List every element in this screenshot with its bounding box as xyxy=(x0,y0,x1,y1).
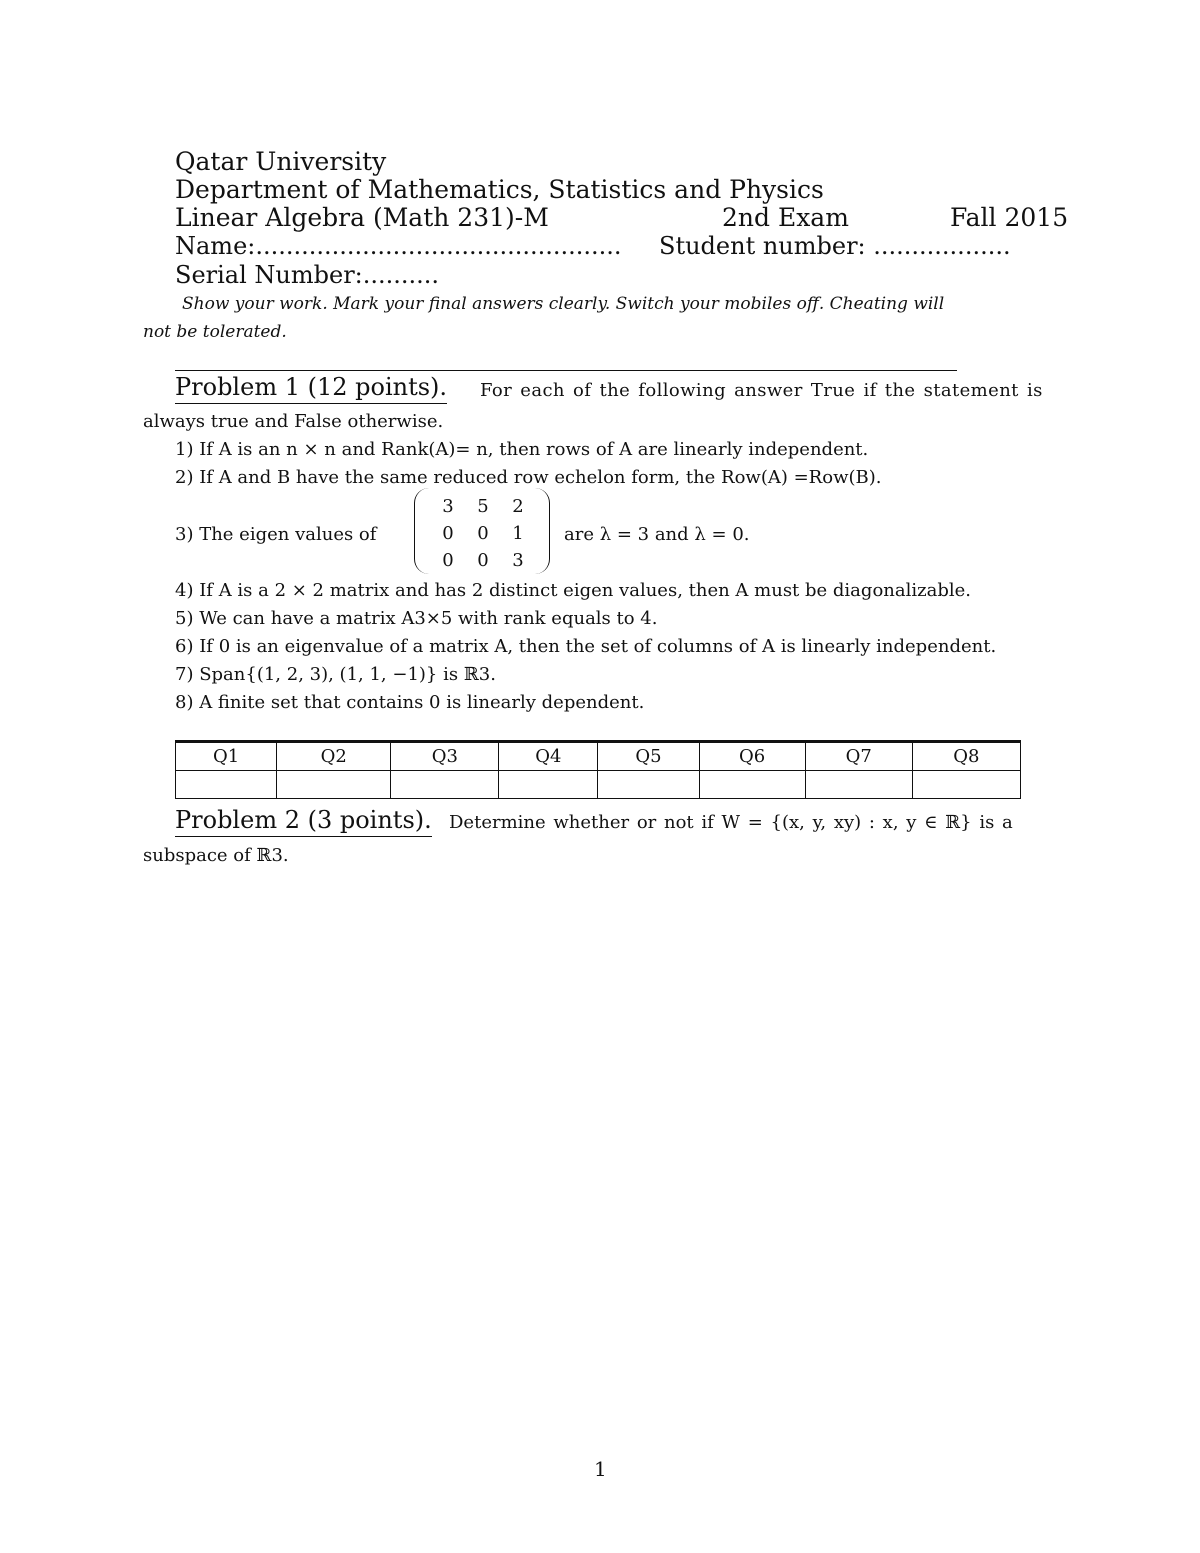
answer-cell[interactable] xyxy=(699,771,805,799)
matrix-left-paren xyxy=(414,488,429,574)
statement-4: 4) If A is a 2 × 2 matrix and has 2 distinct eigen values, then A must be diagonalizable. xyxy=(175,580,971,601)
answer-table xyxy=(175,740,1021,799)
exam-label: 2nd Exam xyxy=(722,203,849,232)
answer-cell[interactable] xyxy=(805,771,912,799)
matrix-cell: 1 xyxy=(512,523,524,544)
term-label: Fall 2015 xyxy=(950,203,1069,232)
statement-3: 3) The eigen values of xyxy=(175,524,377,545)
answer-header-cell: Q5 xyxy=(598,742,699,771)
serial-number-field: Serial Number:.......... xyxy=(175,261,440,289)
page-number: 1 xyxy=(594,1457,607,1481)
problem-1-title: Problem 1 (12 points). xyxy=(175,373,447,404)
instructions-line-2: not be tolerated. xyxy=(143,322,287,342)
answer-table-header-row xyxy=(176,742,1021,771)
statement-2: 2) If A and B have the same reduced row echelon form, the Row(A) =Row(B). xyxy=(175,467,882,488)
university-name: Qatar University xyxy=(175,147,387,176)
matrix-right-paren xyxy=(535,488,550,574)
answer-header-cell: Q4 xyxy=(499,742,598,771)
answer-header-cell: Q3 xyxy=(391,742,499,771)
answer-table-answer-row xyxy=(176,771,1021,799)
answer-cell[interactable] xyxy=(277,771,391,799)
statement-1: 1) If A is an n × n and Rank(A)= n, then rows of A are linearly independent. xyxy=(175,439,869,460)
department-name: Department of Mathematics, Statistics and Physics xyxy=(175,175,824,204)
matrix-cell: 2 xyxy=(512,496,524,517)
answer-header-cell: Q7 xyxy=(805,742,912,771)
problem-1-intro-line-1: For each of the following answer True if the statement is xyxy=(480,380,1043,401)
course-title: Linear Algebra (Math 231)-M xyxy=(175,203,549,232)
answer-header-cell: Q2 xyxy=(277,742,391,771)
matrix-cell: 5 xyxy=(477,496,489,517)
student-number-field: Student number: .................. xyxy=(659,232,1011,260)
matrix-cell: 0 xyxy=(442,523,454,544)
section-divider xyxy=(175,370,957,371)
answer-cell[interactable] xyxy=(176,771,277,799)
statement-5: 5) We can have a matrix A3×5 with rank equals to 4. xyxy=(175,608,658,629)
statement-3-suffix: are λ = 3 and λ = 0. xyxy=(564,524,750,545)
statement-6: 6) If 0 is an eigenvalue of a matrix A, then the set of columns of A is linearly independent. xyxy=(175,636,997,657)
problem-1-intro-line-2: always true and False otherwise. xyxy=(143,411,444,432)
instructions-line-1: Show your work. Mark your final answers clearly. Switch your mobiles off. Cheating will xyxy=(182,294,945,314)
matrix-cell: 0 xyxy=(477,523,489,544)
answer-cell[interactable] xyxy=(499,771,598,799)
answer-cell[interactable] xyxy=(391,771,499,799)
problem-2-title: Problem 2 (3 points). xyxy=(175,806,432,837)
problem-2-text-line-2: subspace of ℝ3. xyxy=(143,845,289,866)
answer-header-cell: Q8 xyxy=(912,742,1020,771)
statement-7: 7) Span{(1, 2, 3), (1, 1, −1)} is ℝ3. xyxy=(175,664,496,685)
matrix-cell: 0 xyxy=(442,550,454,571)
eigen-matrix xyxy=(414,488,550,574)
statement-8: 8) A finite set that contains 0 is linearly dependent. xyxy=(175,692,645,713)
answer-header-cell: Q6 xyxy=(699,742,805,771)
problem-2-text-line-1: Determine whether or not if W = {(x, y, xy) : x, y ∈ ℝ} is a xyxy=(449,812,1013,833)
matrix-cell: 3 xyxy=(442,496,454,517)
name-field: Name:................................................ xyxy=(175,232,622,260)
answer-cell[interactable] xyxy=(912,771,1020,799)
matrix-cell: 3 xyxy=(512,550,524,571)
answer-header-cell: Q1 xyxy=(176,742,277,771)
answer-cell[interactable] xyxy=(598,771,699,799)
matrix-cell: 0 xyxy=(477,550,489,571)
